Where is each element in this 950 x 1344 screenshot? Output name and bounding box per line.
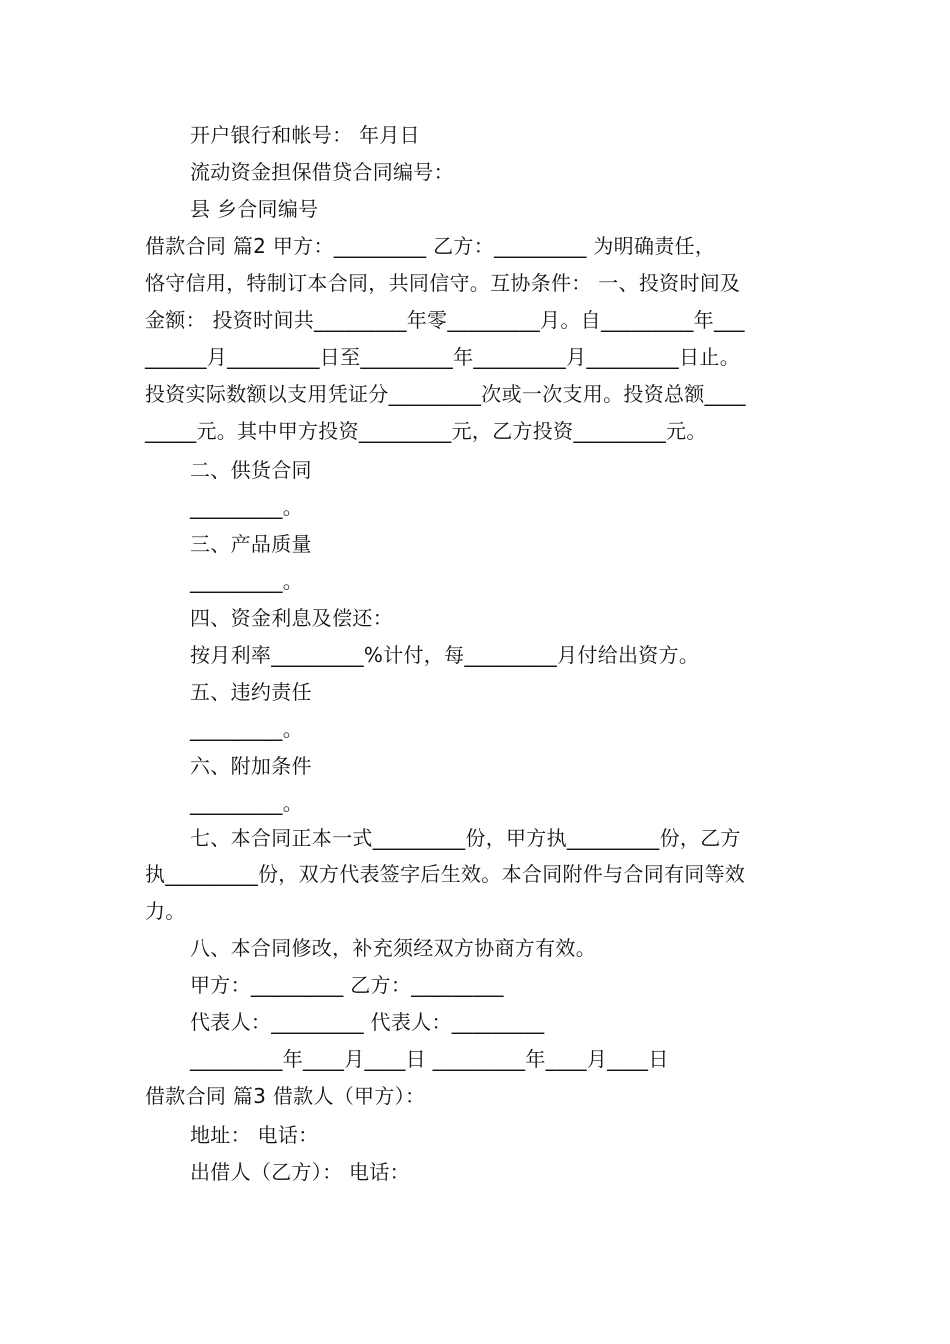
lender-line: 出借人（乙方）： 电话： bbox=[190, 1160, 410, 1184]
body-line: 七、本合同正本一式_________份，甲方执_________份，乙方 bbox=[190, 826, 741, 850]
contract-number-line: 流动资金担保借贷合同编号： bbox=[190, 160, 454, 184]
blank-line: _________。 bbox=[190, 717, 303, 741]
body-line: 恪守信用，特制订本合同，共同信守。互协条件： 一、投资时间及 bbox=[145, 271, 741, 295]
blank-line: _________。 bbox=[190, 495, 303, 519]
address-line: 地址： 电话： bbox=[190, 1123, 319, 1147]
clause-heading: 六、附加条件 bbox=[190, 754, 312, 778]
blank-line: _________。 bbox=[190, 569, 303, 593]
clause-heading: 五、违约责任 bbox=[190, 680, 312, 704]
bank-account-line: 开户银行和帐号： 年月日 bbox=[190, 123, 420, 147]
signature-representative-line: 代表人：_________ 代表人：_________ bbox=[190, 1010, 545, 1034]
signature-party-line: 甲方：_________ 乙方：_________ bbox=[190, 973, 504, 997]
section-heading-2: 借款合同 篇2 甲方：_________ 乙方：_________ 为明确责任， bbox=[145, 234, 716, 258]
body-line: 金额： 投资时间共_________年零_________月。自_________年___ bbox=[145, 308, 745, 332]
county-contract-number-line: 县 乡合同编号 bbox=[190, 197, 319, 221]
body-line: ______月_________日至_________年_________月_________日止。 bbox=[145, 345, 740, 369]
body-line: _____元。其中甲方投资_________元，乙方投资_________元。 bbox=[145, 419, 707, 443]
blank-line: _________。 bbox=[190, 791, 303, 815]
body-line: 投资实际数额以支用凭证分_________次或一次支用。投资总额____ bbox=[145, 382, 746, 406]
signature-date-line: _________年____月____日 _________年____月____日 bbox=[190, 1047, 669, 1071]
clause-heading: 二、供货合同 bbox=[190, 458, 312, 482]
body-line: 执_________份，双方代表签字后生效。本合同附件与合同有同等效 bbox=[145, 862, 746, 886]
body-line: 按月利率_________%计付，每_________月付给出资方。 bbox=[190, 643, 700, 667]
clause-heading: 八、本合同修改，补充须经双方协商方有效。 bbox=[190, 936, 596, 960]
clause-heading: 三、产品质量 bbox=[190, 532, 312, 556]
clause-heading: 四、资金利息及偿还： bbox=[190, 606, 393, 630]
section-heading-3: 借款合同 篇3 借款人（甲方）： bbox=[145, 1084, 426, 1108]
body-line: 力。 bbox=[145, 899, 186, 923]
